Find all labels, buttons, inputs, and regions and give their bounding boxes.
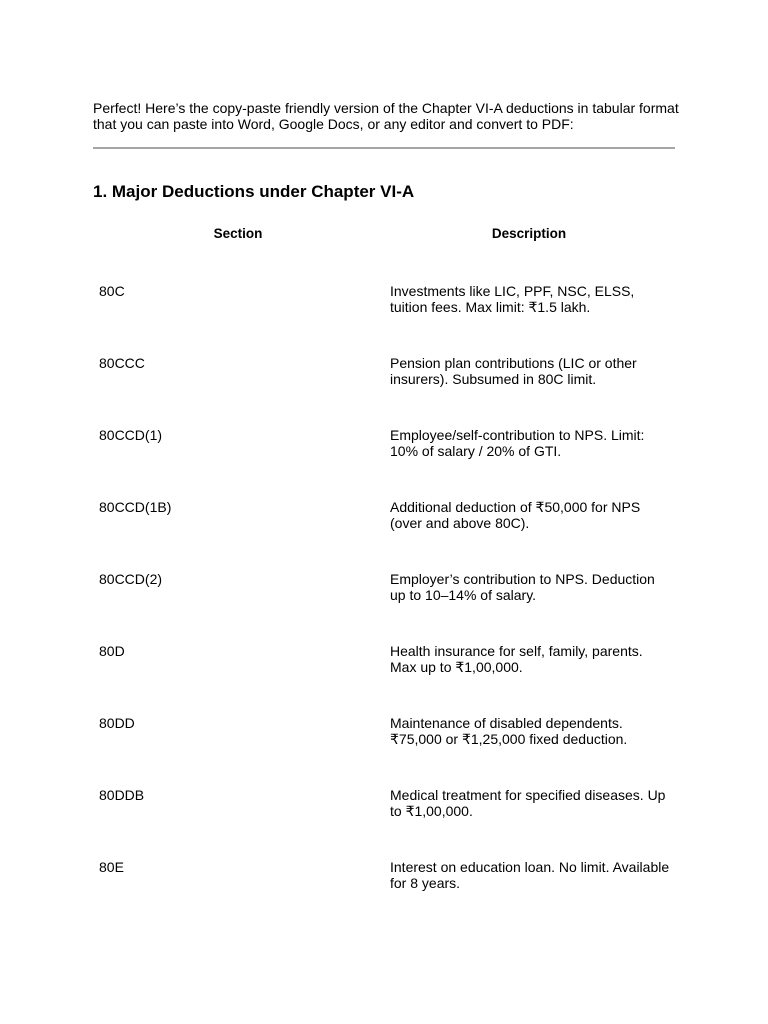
row-section: 80C: [99, 283, 125, 299]
horizontal-rule: [93, 147, 675, 149]
row-description: Pension plan contributions (LIC or other insurers). Subsumed in 80C limit.: [390, 355, 637, 387]
row-section: 80DD: [99, 715, 135, 731]
row-description: Employer’s contribution to NPS. Deduction up to 10–14% of salary.: [390, 571, 655, 603]
row-section: 80E: [99, 859, 124, 875]
row-section: 80CCD(1): [99, 427, 163, 443]
table-row: [93, 643, 675, 683]
section-heading: 1. Major Deductions under Chapter VI-A: [93, 182, 415, 201]
table-row: [93, 427, 675, 467]
row-section: 80CCD(1B): [99, 499, 172, 515]
table-row: [93, 283, 675, 323]
row-description: Maintenance of disabled dependents. ₹75,000 or ₹1,25,000 fixed deduction.: [390, 715, 628, 747]
table-row: [93, 715, 675, 755]
row-section: 80D: [99, 643, 125, 659]
row-section: 80CCC: [99, 355, 145, 371]
row-description: Health insurance for self, family, parents. Max up to ₹1,00,000.: [390, 643, 643, 675]
row-description: Medical treatment for specified diseases. Up to ₹1,00,000.: [390, 787, 666, 819]
table-row: [93, 571, 675, 611]
table-row: [93, 499, 675, 539]
intro-text: Perfect! Here’s the copy-paste friendly version of the Chapter VI-A deductions in tabular format that you can paste into Word, Google Docs, or any editor and convert to PDF:: [93, 100, 679, 132]
table-row: [93, 355, 675, 395]
table-row: [93, 859, 675, 899]
row-description: Interest on education loan. No limit. Available for 8 years.: [390, 859, 670, 891]
row-description: Additional deduction of ₹50,000 for NPS (over and above 80C).: [390, 499, 641, 531]
row-description: Investments like LIC, PPF, NSC, ELSS, tuition fees. Max limit: ₹1.5 lakh.: [390, 283, 635, 315]
row-description: Employee/self-contribution to NPS. Limit: 10% of salary / 20% of GTI.: [390, 427, 645, 459]
column-header-description: Description: [491, 226, 567, 241]
column-header-section: Section: [213, 226, 263, 241]
row-section: 80DDB: [99, 787, 145, 803]
row-section: 80CCD(2): [99, 571, 163, 587]
table-row: [93, 787, 675, 827]
